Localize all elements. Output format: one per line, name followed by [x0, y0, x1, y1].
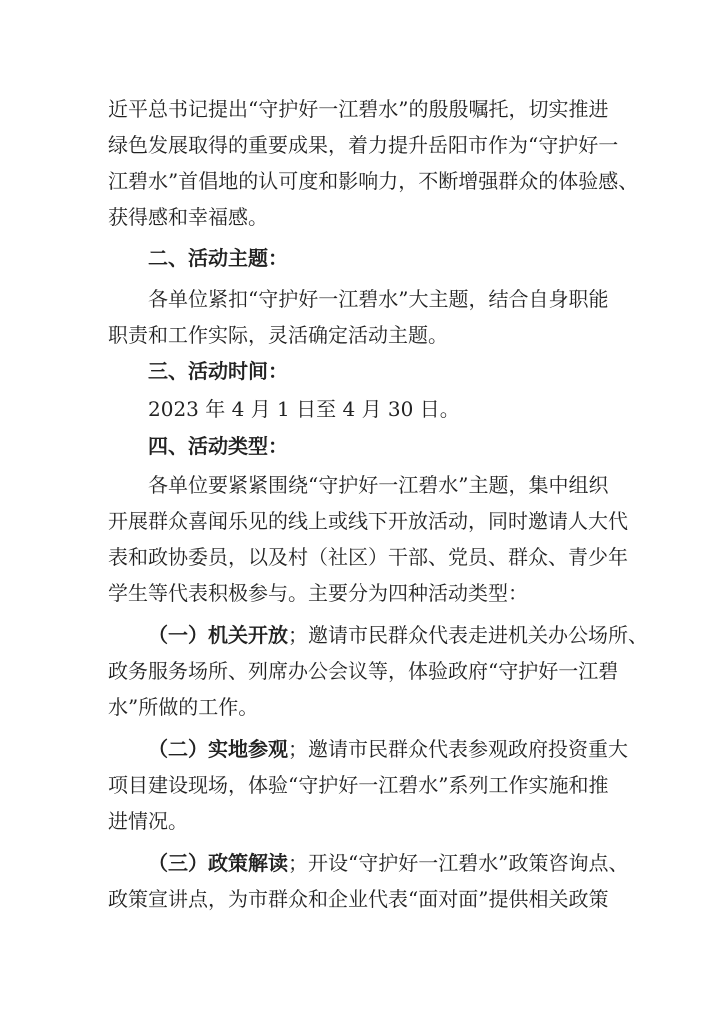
type1-line-3: 水”所做的工作。	[108, 695, 259, 719]
type3-text: ；开设“守护好一江碧水”政策咨询点、	[288, 851, 629, 875]
intro-line-4: 获得感和幸福感。	[108, 205, 268, 229]
type1-text: ；邀请市民群众代表走进机关办公场所、	[288, 623, 648, 647]
intro-line-2: 绿色发展取得的重要成果，着力提升岳阳市作为“守护好一	[108, 133, 619, 157]
type2-line-1	[148, 736, 628, 762]
section2-line-1: 各单位紧扣“守护好一江碧水”大主题，结合自身职能	[148, 287, 609, 311]
type2-line-3: 进情况。	[108, 809, 188, 833]
type3-line-2: 政策宣讲点，为市群众和企业代表“面对面”提供相关政策	[108, 887, 609, 911]
type1-line-1	[148, 622, 648, 648]
type2-text: ；邀请市民群众代表参观政府投资重大	[288, 737, 628, 761]
section4-line-4: 学生等代表积极参与。主要分为四种活动类型：	[108, 581, 528, 605]
section4-line-3: 表和政协委员，以及村（社区）干部、党员、群众、青少年	[108, 545, 628, 569]
section4-heading: 四、活动类型：	[148, 434, 288, 458]
section3-body: 2023 年 4 月 1 日至 4 月 30 日。	[148, 397, 460, 421]
type1-label: （一）机关开放	[148, 623, 288, 647]
type3-line-1	[148, 850, 629, 876]
type2-label: （二）实地参观	[148, 737, 288, 761]
type2-line-2: 项目建设现场，体验“守护好一江碧水”系列工作实施和推	[108, 773, 609, 797]
type1-line-2: 政务服务场所、列席办公会议等，体验政府“守护好一江碧	[108, 659, 619, 683]
section3-heading: 三、活动时间：	[148, 359, 288, 383]
type3-label: （三）政策解读	[148, 851, 288, 875]
intro-line-3: 江碧水”首倡地的认可度和影响力，不断增强群众的体验感、	[108, 169, 639, 193]
intro-line-1: 近平总书记提出“守护好一江碧水”的殷殷嘱托，切实推进	[108, 97, 609, 121]
section4-line-1: 各单位要紧紧围绕“守护好一江碧水”主题，集中组织	[148, 473, 609, 497]
section4-line-2: 开展群众喜闻乐见的线上或线下开放活动，同时邀请人大代	[108, 509, 628, 533]
section2-heading: 二、活动主题：	[148, 246, 288, 270]
section2-line-2: 职责和工作实际，灵活确定活动主题。	[108, 323, 448, 347]
